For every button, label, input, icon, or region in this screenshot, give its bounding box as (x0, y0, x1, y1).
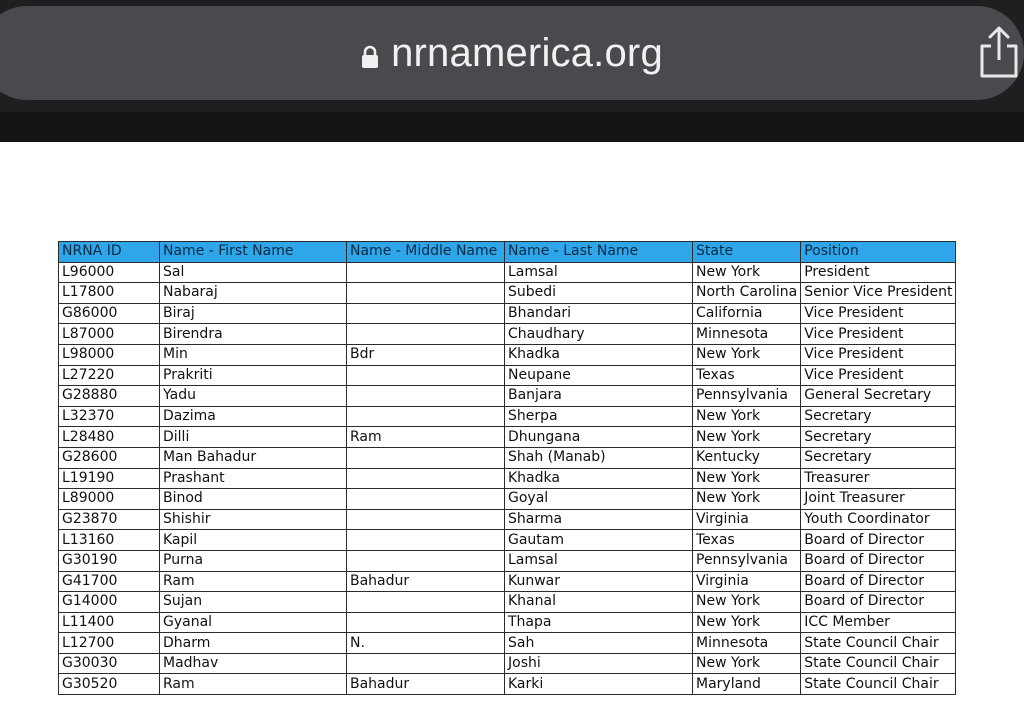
cell-state: New York (693, 468, 801, 489)
cell-first-name: Dilli (160, 427, 347, 448)
cell-last-name: Karki (505, 674, 693, 695)
cell-state: Maryland (693, 674, 801, 695)
column-header-last-name: Name - Last Name (505, 242, 693, 263)
cell-middle-name: N. (347, 633, 505, 654)
cell-nrna-id: L12700 (59, 633, 160, 654)
cell-last-name: Thapa (505, 612, 693, 633)
column-header-middle-name: Name - Middle Name (347, 242, 505, 263)
cell-first-name: Biraj (160, 303, 347, 324)
address-bar-content[interactable] (0, 6, 1024, 100)
cell-position: Youth Coordinator (801, 509, 956, 530)
cell-middle-name (347, 303, 505, 324)
cell-state: New York (693, 612, 801, 633)
column-header-first-name: Name - First Name (160, 242, 347, 263)
cell-position: Vice President (801, 365, 956, 386)
column-header-state: State (693, 242, 801, 263)
table-row (59, 344, 956, 365)
cell-last-name: Lamsal (505, 262, 693, 283)
cell-nrna-id: L28480 (59, 427, 160, 448)
cell-middle-name (347, 509, 505, 530)
cell-position: Vice President (801, 344, 956, 365)
cell-middle-name: Bdr (347, 344, 505, 365)
cell-nrna-id: G30030 (59, 653, 160, 674)
cell-first-name: Min (160, 344, 347, 365)
cell-position: President (801, 262, 956, 283)
cell-position: Vice President (801, 324, 956, 345)
cell-nrna-id: L19190 (59, 468, 160, 489)
table-row (59, 303, 956, 324)
cell-position: Secretary (801, 447, 956, 468)
cell-nrna-id: G86000 (59, 303, 160, 324)
table-row (59, 365, 956, 386)
table-row (59, 530, 956, 551)
cell-first-name: Shishir (160, 509, 347, 530)
cell-middle-name: Ram (347, 427, 505, 448)
cell-nrna-id: L98000 (59, 344, 160, 365)
cell-position: General Secretary (801, 386, 956, 407)
table-row (59, 509, 956, 530)
cell-nrna-id: L89000 (59, 489, 160, 510)
cell-nrna-id: L13160 (59, 530, 160, 551)
cell-state: New York (693, 406, 801, 427)
cell-middle-name (347, 550, 505, 571)
table-row (59, 653, 956, 674)
toolbar-bottom-strip (0, 112, 1024, 142)
table-row (59, 324, 956, 345)
cell-state: Minnesota (693, 633, 801, 654)
cell-state: New York (693, 653, 801, 674)
column-header-nrna-id: NRNA ID (59, 242, 160, 263)
cell-last-name: Sherpa (505, 406, 693, 427)
cell-first-name: Sal (160, 262, 347, 283)
cell-state: North Carolina (693, 283, 801, 304)
cell-last-name: Goyal (505, 489, 693, 510)
cell-nrna-id: G28600 (59, 447, 160, 468)
cell-position: Board of Director (801, 550, 956, 571)
cell-first-name: Ram (160, 571, 347, 592)
members-table (58, 241, 956, 695)
cell-state: New York (693, 344, 801, 365)
cell-middle-name: Bahadur (347, 571, 505, 592)
cell-middle-name (347, 283, 505, 304)
cell-last-name: Sharma (505, 509, 693, 530)
cell-nrna-id: L87000 (59, 324, 160, 345)
url-text[interactable]: nrnamerica.org (391, 30, 663, 75)
cell-state: New York (693, 427, 801, 448)
cell-middle-name (347, 262, 505, 283)
cell-first-name: Nabaraj (160, 283, 347, 304)
cell-position: Joint Treasurer (801, 489, 956, 510)
table-row (59, 612, 956, 633)
cell-position: Treasurer (801, 468, 956, 489)
cell-first-name: Kapil (160, 530, 347, 551)
cell-first-name: Yadu (160, 386, 347, 407)
cell-middle-name (347, 386, 505, 407)
cell-last-name: Kunwar (505, 571, 693, 592)
cell-position: State Council Chair (801, 653, 956, 674)
table-row (59, 427, 956, 448)
cell-nrna-id: L96000 (59, 262, 160, 283)
cell-first-name: Dharm (160, 633, 347, 654)
cell-last-name: Sah (505, 633, 693, 654)
cell-first-name: Madhav (160, 653, 347, 674)
cell-position: Secretary (801, 406, 956, 427)
cell-state: Virginia (693, 571, 801, 592)
cell-state: Pennsylvania (693, 550, 801, 571)
cell-middle-name (347, 468, 505, 489)
cell-last-name: Lamsal (505, 550, 693, 571)
cell-first-name: Man Bahadur (160, 447, 347, 468)
cell-middle-name (347, 406, 505, 427)
table-row (59, 633, 956, 654)
cell-middle-name (347, 365, 505, 386)
cell-state: Kentucky (693, 447, 801, 468)
cell-position: ICC Member (801, 612, 956, 633)
cell-middle-name (347, 530, 505, 551)
cell-state: New York (693, 592, 801, 613)
cell-first-name: Prakriti (160, 365, 347, 386)
cell-last-name: Joshi (505, 653, 693, 674)
cell-middle-name (347, 447, 505, 468)
share-icon[interactable] (976, 24, 1022, 80)
cell-first-name: Ram (160, 674, 347, 695)
cell-middle-name (347, 324, 505, 345)
cell-middle-name (347, 592, 505, 613)
cell-last-name: Shah (Manab) (505, 447, 693, 468)
cell-first-name: Birendra (160, 324, 347, 345)
table-row (59, 489, 956, 510)
cell-position: Board of Director (801, 571, 956, 592)
table-row (59, 447, 956, 468)
column-header-position: Position (801, 242, 956, 263)
cell-first-name: Prashant (160, 468, 347, 489)
cell-state: Pennsylvania (693, 386, 801, 407)
cell-nrna-id: L32370 (59, 406, 160, 427)
cell-state: New York (693, 262, 801, 283)
cell-nrna-id: G30190 (59, 550, 160, 571)
cell-state: Minnesota (693, 324, 801, 345)
cell-last-name: Gautam (505, 530, 693, 551)
cell-first-name: Binod (160, 489, 347, 510)
table-row (59, 406, 956, 427)
cell-last-name: Neupane (505, 365, 693, 386)
cell-position: Secretary (801, 427, 956, 448)
cell-last-name: Khanal (505, 592, 693, 613)
cell-state: New York (693, 489, 801, 510)
table-body (59, 262, 956, 694)
cell-last-name: Banjara (505, 386, 693, 407)
cell-last-name: Dhungana (505, 427, 693, 448)
cell-state: Texas (693, 530, 801, 551)
cell-position: Senior Vice President (801, 283, 956, 304)
cell-last-name: Khadka (505, 344, 693, 365)
lock-icon (361, 45, 379, 69)
cell-last-name: Bhandari (505, 303, 693, 324)
cell-state: Texas (693, 365, 801, 386)
table-row (59, 468, 956, 489)
cell-position: Board of Director (801, 530, 956, 551)
cell-middle-name (347, 653, 505, 674)
cell-first-name: Purna (160, 550, 347, 571)
table-header-row (59, 242, 956, 263)
cell-position: Board of Director (801, 592, 956, 613)
cell-first-name: Dazima (160, 406, 347, 427)
cell-middle-name (347, 612, 505, 633)
cell-nrna-id: G41700 (59, 571, 160, 592)
cell-nrna-id: G30520 (59, 674, 160, 695)
table-row (59, 571, 956, 592)
table-row (59, 550, 956, 571)
cell-position: State Council Chair (801, 633, 956, 654)
table-row (59, 262, 956, 283)
cell-last-name: Khadka (505, 468, 693, 489)
cell-middle-name: Bahadur (347, 674, 505, 695)
cell-nrna-id: L27220 (59, 365, 160, 386)
cell-first-name: Sujan (160, 592, 347, 613)
cell-first-name: Gyanal (160, 612, 347, 633)
cell-position: State Council Chair (801, 674, 956, 695)
table-row (59, 283, 956, 304)
table-row (59, 674, 956, 695)
cell-position: Vice President (801, 303, 956, 324)
table-row (59, 592, 956, 613)
cell-nrna-id: L11400 (59, 612, 160, 633)
browser-toolbar (0, 0, 1024, 142)
cell-middle-name (347, 489, 505, 510)
cell-state: Virginia (693, 509, 801, 530)
cell-last-name: Subedi (505, 283, 693, 304)
members-table-container (58, 241, 956, 695)
cell-nrna-id: G14000 (59, 592, 160, 613)
table-row (59, 386, 956, 407)
cell-last-name: Chaudhary (505, 324, 693, 345)
cell-nrna-id: G28880 (59, 386, 160, 407)
cell-nrna-id: L17800 (59, 283, 160, 304)
cell-state: California (693, 303, 801, 324)
cell-nrna-id: G23870 (59, 509, 160, 530)
